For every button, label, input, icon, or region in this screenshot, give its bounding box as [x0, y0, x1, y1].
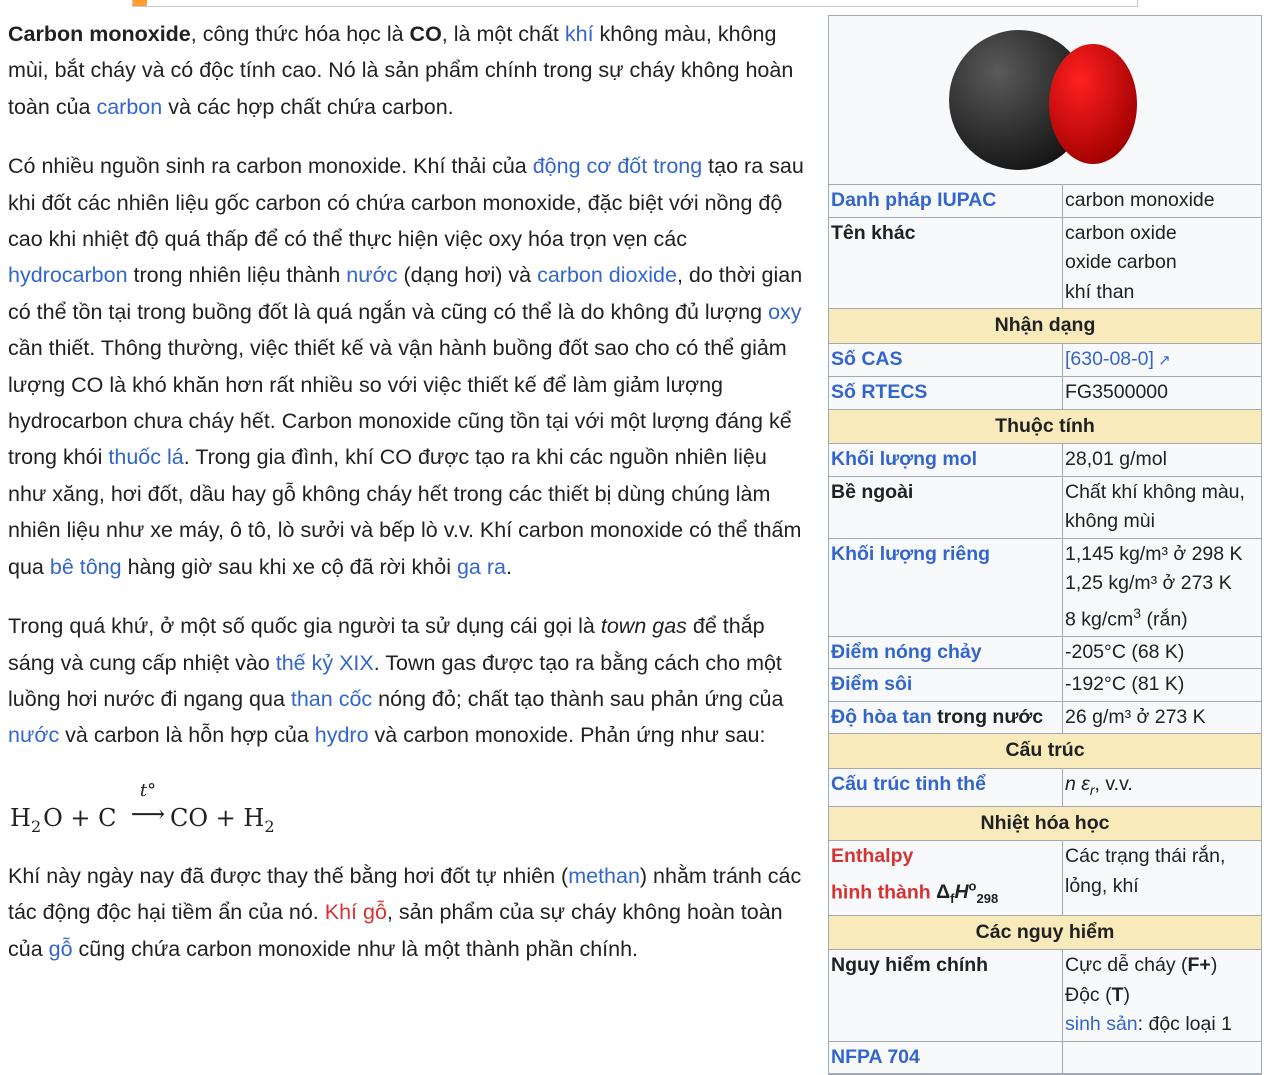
row-crystal-structure: [829, 768, 1261, 806]
row-main-hazards: [829, 950, 1261, 1042]
link-wood[interactable]: gỗ: [48, 936, 73, 961]
link-water[interactable]: nước: [346, 263, 398, 288]
solubility-label: trong nước: [931, 705, 1044, 728]
term-town-gas: town gas: [600, 614, 687, 639]
top-banner-box: [132, 0, 1138, 7]
link-water-2[interactable]: nước: [8, 723, 60, 748]
density-label[interactable]: Khối lượng riêng: [831, 542, 991, 565]
co-molecule-illustration: [829, 16, 1261, 184]
row-appearance: [829, 476, 1261, 538]
banner-accent: [133, 0, 147, 6]
section-thermochemistry: Nhiệt hóa học: [829, 806, 1261, 841]
nfpa-label[interactable]: NFPA 704: [831, 1045, 920, 1068]
link-garage[interactable]: ga ra: [456, 554, 506, 579]
link-oxy[interactable]: oxy: [768, 299, 802, 324]
link-carbon[interactable]: carbon: [96, 94, 163, 119]
other-name: carbon oxide: [1065, 221, 1177, 244]
paragraph-intro: Carbon monoxide, công thức hóa học là CO, là một chất khí không màu, không mùi, bắt cháy và có độc tính cao. Nó là sản phẩm chính trong sự cháy không hoàn toàn của carbon và các hợp chất chứa carbon.: [8, 22, 794, 119]
section-identifiers: Nhận dạng: [829, 309, 1261, 344]
row-enthalpy: [829, 841, 1261, 915]
paragraph-replacement: Khí này ngày nay đã được thay thế bằng hơi đốt tự nhiên (methan) nhằm tránh các tác động độc hại tiềm ẩn của nó. Khí gỗ, sản phẩm của sự cháy không hoàn toàn của gỗ cũng chứa carbon monoxide như là một thành phần chính.: [8, 863, 802, 961]
link-reproduction[interactable]: sinh sản: [1065, 1013, 1138, 1036]
section-structure: Cấu trúc: [829, 734, 1261, 769]
row-rtecs: [829, 377, 1261, 410]
row-cas: [829, 343, 1261, 377]
enthalpy-symbol: $\Delta_fH^o_{298}$: [936, 878, 999, 907]
external-link-icon: ↗: [1153, 351, 1171, 369]
article-term: Carbon monoxide: [8, 22, 191, 46]
row-iupac: [829, 185, 1261, 217]
equation-rhs: CO + $H_2$: [170, 803, 275, 836]
redlink-wood-gas[interactable]: Khí gỗ: [324, 900, 387, 925]
link-tobacco[interactable]: thuốc lá: [108, 445, 184, 470]
link-19th-century[interactable]: thế kỷ XIX: [275, 650, 374, 675]
chembox-infobox: [828, 15, 1262, 1075]
rtecs-value: FG3500000: [1063, 377, 1262, 410]
link-hydrocarbon[interactable]: hydrocarbon: [8, 263, 128, 288]
link-carbon-dioxide[interactable]: carbon dioxide: [537, 263, 677, 288]
hazard-flammable: Cực dễ cháy (F+): [1065, 954, 1218, 977]
solubility-value: 26 g/m³ ở 273 K: [1063, 701, 1262, 734]
enthalpy-redlink[interactable]: Enthalpy hình thành: [831, 845, 931, 904]
appearance-label: Bề ngoài: [829, 476, 1063, 538]
reaction-arrow: t° ⟶: [130, 779, 166, 828]
row-density: [829, 538, 1261, 636]
melting-point-value: -205°C (68 K): [1063, 636, 1262, 669]
main-hazards-label: Nguy hiểm chính: [829, 950, 1063, 1042]
link-hydrogen[interactable]: hydro: [314, 723, 369, 748]
article-body: [8, 16, 808, 990]
crystal-structure-label[interactable]: Cấu trúc tinh thể: [831, 772, 986, 795]
appearance-value: Chất khí không màu, không mùi: [1063, 476, 1262, 538]
density-value: 8 $kg/cm^3$ (rắn): [1065, 604, 1188, 630]
section-hazards: Các nguy hiểm: [829, 915, 1261, 950]
paragraph-town-gas: Trong quá khứ, ở một số quốc gia người ta sử dụng cái gọi là town gas để thắp sáng và cung cấp nhiệt vào thế kỷ XIX. Town gas được tạo ra bằng cách cho một luồng hơi nước đi ngang qua than cốc nóng đỏ; chất tạo thành sau phản ứng của nước và carbon là hỗn hợp của hydro và carbon monoxide. Phản ứng như sau:: [8, 614, 784, 748]
hazard-toxic: Độc (T): [1065, 983, 1131, 1006]
link-concrete[interactable]: bê tông: [49, 554, 122, 579]
row-other-names: [829, 217, 1261, 309]
hazard-reproductive: sinh sản: độc loại 1: [1065, 1013, 1232, 1036]
iupac-value: carbon monoxide: [1063, 185, 1262, 217]
enthalpy-value: Các trạng thái rắn, lỏng, khí: [1063, 841, 1262, 915]
row-boiling-point: [829, 669, 1261, 702]
other-name: khí than: [1065, 280, 1135, 303]
boiling-point-label[interactable]: Điểm sôi: [831, 673, 913, 695]
equation-lhs: $H_2O + C$: [10, 803, 117, 836]
cas-link[interactable]: [630-08-0] ↗: [1065, 347, 1171, 370]
cas-label[interactable]: Số CAS: [831, 347, 903, 370]
iupac-label[interactable]: Danh pháp IUPAC: [831, 189, 997, 211]
paragraph-sources: Có nhiều nguồn sinh ra carbon monoxide. Khí thải của động cơ đốt trong tạo ra sau khi đốt các nhiên liệu gốc carbon có chứa carbon monoxide, đặc biệt với nồng độ cao khi nhiệt độ quá thấp để có thể thực hiện việc oxy hóa trọn vẹn các hydrocarbon trong nhiên liệu thành nước (dạng hơi) và carbon dioxide, do thời gian có thể tồn tại trong buồng đốt là quá ngắn và cũng có thể là do không đủ lượng oxy cần thiết. Thông thường, việc thiết kế và vận hành buồng đốt sao cho có thể giảm lượng CO là khó khăn hơn rất nhiều so với việc thiết kế để làm giảm lượng hydrocarbon chưa cháy hết. Carbon monoxide cũng tồn tại với một lượng đáng kể trong khói thuốc lá. Trong gia đình, khí CO được tạo ra khi các nguồn nhiên liệu như xăng, hơi đốt, dầu hay gỗ không cháy hết trong các thiết bị dùng chúng làm nhiên liệu như xe máy, ô tô, lò sưởi và bếp lò v.v. Khí carbon monoxide có thể thấm qua bê tông hàng giờ sau khi xe cộ đã rời khỏi ga ra.: [8, 154, 804, 579]
reaction-equation: [10, 779, 808, 836]
molecule-image[interactable]: [829, 16, 1261, 185]
other-names-label: Tên khác: [829, 217, 1063, 309]
boiling-point-value: -192°C (81 K): [1063, 669, 1262, 702]
molar-mass-value: 28,01 g/mol: [1063, 444, 1262, 477]
rtecs-label[interactable]: Số RTECS: [831, 381, 928, 403]
link-methane[interactable]: methan: [568, 863, 640, 888]
molar-mass-label[interactable]: Khối lượng mol: [831, 448, 978, 470]
row-nfpa: [829, 1041, 1261, 1074]
chemical-formula: CO: [409, 22, 442, 46]
row-solubility: [829, 701, 1261, 734]
link-coke[interactable]: than cốc: [290, 686, 373, 711]
density-value: 1,25 kg/m³ ở 273 K: [1065, 572, 1232, 594]
row-melting-point: [829, 636, 1261, 669]
link-internal-combustion-engine[interactable]: động cơ đốt trong: [532, 154, 703, 179]
crystal-structure-value: n $\varepsilon_r$, v.v.: [1063, 768, 1262, 806]
density-value: 1,145 kg/m³ ở 298 K: [1065, 542, 1243, 565]
melting-point-label[interactable]: Điểm nóng chảy: [831, 640, 982, 663]
solubility-link[interactable]: Độ hòa tan: [831, 705, 932, 728]
other-name: oxide carbon: [1065, 251, 1177, 273]
arrow-icon: ⟶: [130, 799, 166, 828]
link-khi[interactable]: khí: [564, 22, 594, 46]
infobox-table: [829, 185, 1261, 1074]
row-molar-mass: [829, 444, 1261, 477]
oxygen-atom: [1049, 44, 1137, 164]
section-properties: Thuộc tính: [829, 409, 1261, 444]
